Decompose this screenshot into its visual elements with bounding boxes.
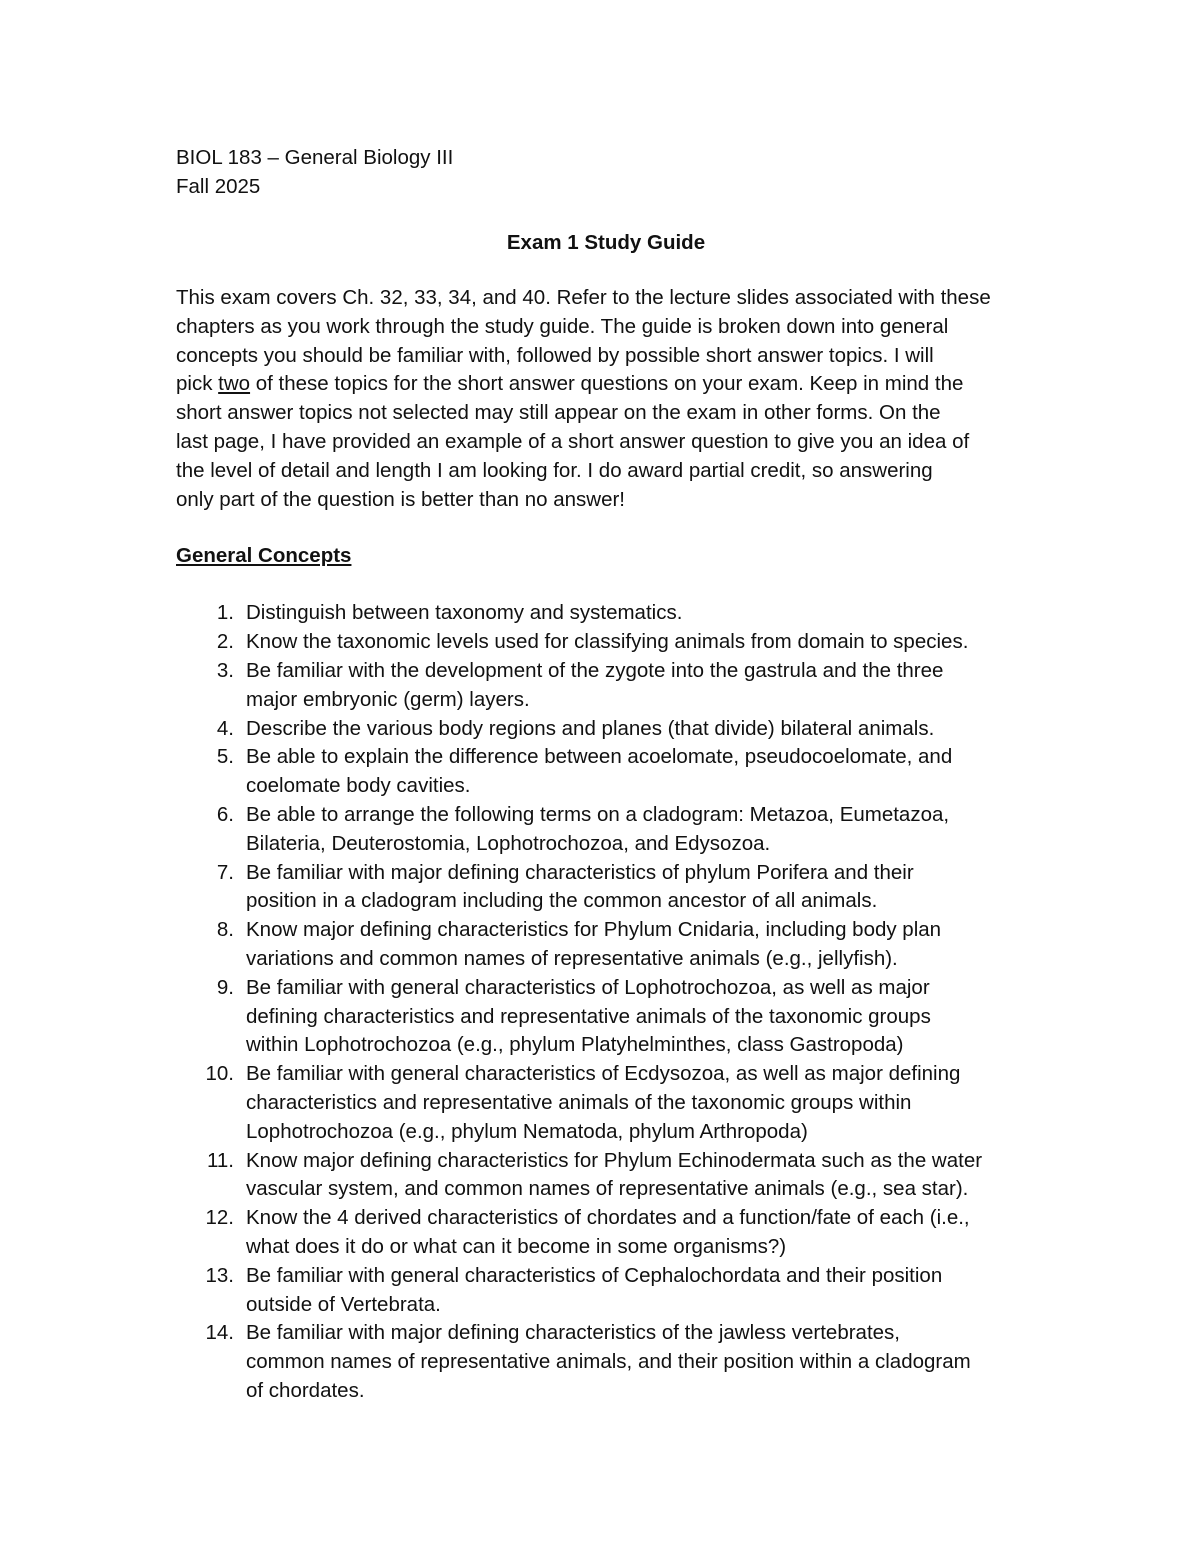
- list-item-text: major embryonic (germ) layers.: [246, 687, 530, 711]
- list-item: [176, 599, 1036, 628]
- list-item: [176, 1147, 1036, 1205]
- list-item-text: Know major defining characteristics for Phylum Cnidaria, including body plan: [246, 918, 942, 942]
- intro-line: This exam covers Ch. 32, 33, 34, and 40. Refer to the lecture slides associated with these: [176, 286, 991, 309]
- list-item-text: Lophotrochozoa (e.g., phylum Nematoda, phylum Arthropoda): [246, 1119, 808, 1143]
- list-item-text: Know the taxonomic levels used for classifying animals from domain to species.: [246, 630, 969, 654]
- underlined-emphasis: two: [218, 372, 251, 396]
- list-item: [176, 1262, 1036, 1320]
- list-item-text: Distinguish between taxonomy and systematics.: [246, 601, 683, 625]
- list-item-text: Be familiar with general characteristics of Ecdysozoa, as well as major defining: [246, 1062, 961, 1086]
- list-item: [176, 916, 1036, 974]
- list-item: [176, 715, 1036, 744]
- list-item: [176, 801, 1036, 859]
- section-heading-general-concepts: General Concepts: [176, 544, 352, 568]
- list-item-text: position in a cladogram including the common ancestor of all animals.: [246, 889, 878, 913]
- list-item-number: 3.: [216, 658, 234, 682]
- list-item: [176, 657, 1036, 715]
- list-item: [176, 628, 1036, 657]
- list-item-text: variations and common names of representative animals (e.g., jellyfish).: [246, 946, 898, 970]
- course-term: Fall 2025: [176, 175, 261, 198]
- list-item-text: Be familiar with major defining characteristics of the jawless vertebrates,: [246, 1321, 900, 1345]
- list-item-number: 1.: [216, 601, 234, 625]
- list-item-number: 14.: [205, 1321, 234, 1345]
- list-item-text: Know the 4 derived characteristics of chordates and a function/fate of each (i.e.,: [246, 1206, 970, 1230]
- intro-line: last page, I have provided an example of a short answer question to give you an idea of: [176, 429, 970, 453]
- list-item-number: 12.: [205, 1206, 234, 1230]
- intro-line: only part of the question is better than no answer!: [176, 487, 625, 511]
- list-item: [176, 859, 1036, 917]
- list-item-text: outside of Vertebrata.: [246, 1292, 441, 1316]
- document-title: Exam 1 Study Guide: [506, 231, 706, 254]
- list-item: [176, 974, 1036, 1060]
- document-body: [176, 143, 1036, 1406]
- list-item-text: within Lophotrochozoa (e.g., phylum Platyhelminthes, class Gastropoda): [246, 1033, 904, 1057]
- intro-line: concepts you should be familiar with, followed by possible short answer topics. I will: [176, 343, 934, 367]
- intro-text: of these topics for the short answer questions on your exam. Keep in mind the: [250, 372, 964, 396]
- list-item-text: Be familiar with the development of the zygote into the gastrula and the three: [246, 658, 944, 682]
- list-item-number: 10.: [205, 1062, 234, 1086]
- list-item-text: common names of representative animals, and their position within a cladogram: [246, 1350, 971, 1374]
- list-item-text: Be able to explain the difference between acoelomate, pseudocoelomate, and: [246, 745, 953, 769]
- list-item: [176, 743, 1036, 801]
- list-item-number: 9.: [216, 975, 234, 999]
- list-item-number: 4.: [216, 716, 234, 740]
- list-item-text: of chordates.: [246, 1378, 365, 1402]
- list-item-number: 8.: [216, 918, 234, 942]
- list-item-number: 2.: [216, 630, 234, 654]
- intro-text: pick: [176, 372, 219, 396]
- intro-paragraph: [176, 284, 1036, 514]
- list-item: [176, 1060, 1036, 1146]
- list-item-text: characteristics and representative animals of the taxonomic groups within: [246, 1090, 912, 1114]
- list-item-text: Bilateria, Deuterostomia, Lophotrochozoa, and Edysozoa.: [246, 831, 771, 855]
- list-item: [176, 1319, 1036, 1405]
- intro-line: short answer topics not selected may still appear on the exam in other forms. On the: [176, 401, 941, 425]
- course-header: [176, 143, 1036, 201]
- list-item-number: 7.: [216, 860, 234, 884]
- list-item-text: what does it do or what can it become in some organisms?): [246, 1234, 787, 1258]
- list-item-text: Be familiar with major defining characteristics of phylum Porifera and their: [246, 860, 914, 884]
- intro-line: [176, 370, 1036, 399]
- concepts-list: [176, 599, 1036, 1405]
- list-item-text: Know major defining characteristics for Phylum Echinodermata such as the water: [246, 1148, 983, 1172]
- list-item-text: Be able to arrange the following terms on a cladogram: Metazoa, Eumetazoa,: [246, 802, 950, 826]
- intro-line: chapters as you work through the study guide. The guide is broken down into general: [176, 314, 949, 338]
- list-item-text: Be familiar with general characteristics of Lophotrochozoa, as well as major: [246, 975, 930, 999]
- list-item-text: defining characteristics and representative animals of the taxonomic groups: [246, 1004, 931, 1028]
- intro-line: the level of detail and length I am looking for. I do award partial credit, so answering: [176, 458, 933, 482]
- list-item-text: coelomate body cavities.: [246, 774, 471, 798]
- list-item-number: 11.: [207, 1148, 234, 1172]
- list-item: [176, 1204, 1036, 1262]
- list-item-number: 5.: [216, 745, 234, 769]
- list-item-text: vascular system, and common names of representative animals (e.g., sea star).: [246, 1177, 969, 1201]
- list-item-number: 13.: [205, 1263, 234, 1287]
- list-item-text: Be familiar with general characteristics of Cephalochordata and their position: [246, 1263, 943, 1287]
- course-name: BIOL 183 – General Biology III: [176, 146, 454, 169]
- list-item-text: Describe the various body regions and planes (that divide) bilateral animals.: [246, 716, 935, 740]
- list-item-number: 6.: [216, 802, 234, 826]
